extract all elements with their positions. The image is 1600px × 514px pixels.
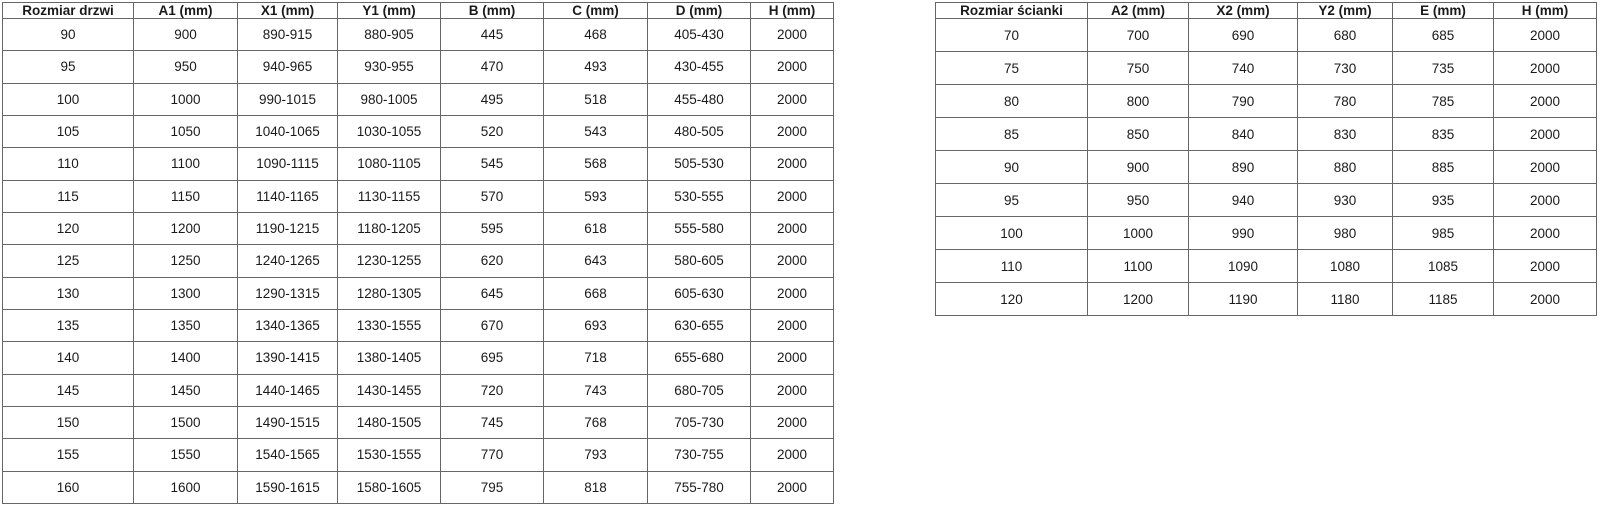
table-cell: 730	[1298, 52, 1393, 85]
table-cell: 2000	[751, 406, 834, 438]
header-row	[3, 3, 834, 19]
table-cell: 1430-1455	[338, 374, 441, 406]
table-cell: 693	[544, 309, 648, 341]
table-cell: 1090-1115	[238, 148, 338, 180]
table-cell: 840	[1189, 118, 1298, 151]
table-cell: 1030-1055	[338, 115, 441, 147]
table-cell: 468	[544, 19, 648, 51]
column-header: Rozmiar ścianki	[936, 3, 1088, 19]
table-cell: 645	[441, 277, 544, 309]
table-cell: 1085	[1393, 250, 1494, 283]
table-cell: 155	[3, 439, 134, 471]
table-cell: 1200	[134, 212, 238, 244]
table-row	[3, 406, 834, 438]
table-cell: 520	[441, 115, 544, 147]
table-cell: 2000	[751, 439, 834, 471]
table-cell: 720	[441, 374, 544, 406]
table-cell: 1590-1615	[238, 471, 338, 503]
table-cell: 1150	[134, 180, 238, 212]
table-cell: 1440-1465	[238, 374, 338, 406]
table-row	[3, 439, 834, 471]
table-cell: 880-905	[338, 19, 441, 51]
table-cell: 470	[441, 51, 544, 83]
table-cell: 1000	[1088, 217, 1189, 250]
table-cell: 1080-1105	[338, 148, 441, 180]
table-cell: 1300	[134, 277, 238, 309]
table-row	[936, 151, 1597, 184]
table-cell: 793	[544, 439, 648, 471]
table-cell: 445	[441, 19, 544, 51]
table-row	[936, 184, 1597, 217]
table-cell: 150	[3, 406, 134, 438]
table-cell: 455-480	[648, 83, 751, 115]
column-header: X2 (mm)	[1189, 3, 1298, 19]
table-cell: 735	[1393, 52, 1494, 85]
table-cell: 690	[1189, 19, 1298, 52]
table-cell: 75	[936, 52, 1088, 85]
table-cell: 1580-1605	[338, 471, 441, 503]
table-cell: 890-915	[238, 19, 338, 51]
table-cell: 595	[441, 212, 544, 244]
table-cell: 95	[3, 51, 134, 83]
table-cell: 750	[1088, 52, 1189, 85]
table-cell: 1080	[1298, 250, 1393, 283]
table-cell: 1100	[1088, 250, 1189, 283]
table-cell: 2000	[751, 374, 834, 406]
table-cell: 2000	[1494, 52, 1597, 85]
table-cell: 680	[1298, 19, 1393, 52]
table-cell: 1190	[1189, 283, 1298, 316]
table-cell: 1280-1305	[338, 277, 441, 309]
table-cell: 2000	[1494, 217, 1597, 250]
table-cell: 730-755	[648, 439, 751, 471]
column-header: A2 (mm)	[1088, 3, 1189, 19]
table-cell: 1530-1555	[338, 439, 441, 471]
table-cell: 1600	[134, 471, 238, 503]
table-row	[3, 471, 834, 503]
table-cell: 2000	[751, 277, 834, 309]
table-cell: 1090	[1189, 250, 1298, 283]
table-cell: 980-1005	[338, 83, 441, 115]
table-cell: 930-955	[338, 51, 441, 83]
table-cell: 405-430	[648, 19, 751, 51]
column-header: H (mm)	[751, 3, 834, 19]
table-cell: 770	[441, 439, 544, 471]
table-row	[936, 118, 1597, 151]
table-cell: 1550	[134, 439, 238, 471]
table-cell: 80	[936, 85, 1088, 118]
table-cell: 570	[441, 180, 544, 212]
table-cell: 2000	[751, 309, 834, 341]
table-cell: 1500	[134, 406, 238, 438]
table-cell: 950	[134, 51, 238, 83]
table-cell: 685	[1393, 19, 1494, 52]
table-cell: 670	[441, 309, 544, 341]
column-header: X1 (mm)	[238, 3, 338, 19]
table-cell: 980	[1298, 217, 1393, 250]
table-cell: 430-455	[648, 51, 751, 83]
table-cell: 100	[936, 217, 1088, 250]
table-cell: 545	[441, 148, 544, 180]
table-cell: 2000	[1494, 184, 1597, 217]
table-cell: 1380-1405	[338, 342, 441, 374]
table-cell: 1290-1315	[238, 277, 338, 309]
table-cell: 2000	[751, 115, 834, 147]
table-cell: 90	[936, 151, 1088, 184]
table-cell: 990	[1189, 217, 1298, 250]
door-size-table	[2, 2, 834, 504]
table-cell: 2000	[1494, 151, 1597, 184]
table-cell: 620	[441, 245, 544, 277]
table-cell: 130	[3, 277, 134, 309]
table-cell: 2000	[751, 19, 834, 51]
table-cell: 940-965	[238, 51, 338, 83]
table-cell: 2000	[751, 471, 834, 503]
table-cell: 1130-1155	[338, 180, 441, 212]
column-header: Rozmiar drzwi	[3, 3, 134, 19]
table-cell: 2000	[751, 212, 834, 244]
table-row	[936, 52, 1597, 85]
table-cell: 2000	[751, 342, 834, 374]
table-cell: 668	[544, 277, 648, 309]
table-cell: 518	[544, 83, 648, 115]
table-row	[3, 245, 834, 277]
table-cell: 890	[1189, 151, 1298, 184]
table-cell: 1050	[134, 115, 238, 147]
column-header: E (mm)	[1393, 3, 1494, 19]
table-cell: 743	[544, 374, 648, 406]
table-cell: 135	[3, 309, 134, 341]
table-row	[936, 217, 1597, 250]
table-cell: 850	[1088, 118, 1189, 151]
table-row	[3, 309, 834, 341]
table-cell: 643	[544, 245, 648, 277]
table-cell: 105	[3, 115, 134, 147]
table-cell: 145	[3, 374, 134, 406]
table-cell: 800	[1088, 85, 1189, 118]
table-cell: 480-505	[648, 115, 751, 147]
table-cell: 740	[1189, 52, 1298, 85]
column-header: B (mm)	[441, 3, 544, 19]
table-cell: 2000	[751, 148, 834, 180]
table-cell: 493	[544, 51, 648, 83]
table-cell: 1390-1415	[238, 342, 338, 374]
table-cell: 1400	[134, 342, 238, 374]
table-cell: 1540-1565	[238, 439, 338, 471]
table-cell: 680-705	[648, 374, 751, 406]
table-cell: 780	[1298, 85, 1393, 118]
table-cell: 1250	[134, 245, 238, 277]
table-row	[3, 51, 834, 83]
table-cell: 985	[1393, 217, 1494, 250]
table-cell: 2000	[751, 245, 834, 277]
table-cell: 85	[936, 118, 1088, 151]
table-cell: 818	[544, 471, 648, 503]
table-cell: 70	[936, 19, 1088, 52]
table-cell: 115	[3, 180, 134, 212]
table-row	[3, 277, 834, 309]
table-cell: 2000	[1494, 283, 1597, 316]
table-cell: 120	[3, 212, 134, 244]
table-cell: 543	[544, 115, 648, 147]
column-header: D (mm)	[648, 3, 751, 19]
table-cell: 120	[936, 283, 1088, 316]
table-cell: 830	[1298, 118, 1393, 151]
table-cell: 1480-1505	[338, 406, 441, 438]
table-row	[936, 19, 1597, 52]
table-cell: 125	[3, 245, 134, 277]
table-cell: 705-730	[648, 406, 751, 438]
table-cell: 110	[936, 250, 1088, 283]
table-cell: 935	[1393, 184, 1494, 217]
table-row	[936, 85, 1597, 118]
table-cell: 700	[1088, 19, 1189, 52]
table-cell: 1490-1515	[238, 406, 338, 438]
column-header: H (mm)	[1494, 3, 1597, 19]
table-cell: 880	[1298, 151, 1393, 184]
table-cell: 90	[3, 19, 134, 51]
table-cell: 505-530	[648, 148, 751, 180]
table-cell: 2000	[1494, 250, 1597, 283]
table-cell: 1240-1265	[238, 245, 338, 277]
table-cell: 580-605	[648, 245, 751, 277]
table-cell: 790	[1189, 85, 1298, 118]
column-header: A1 (mm)	[134, 3, 238, 19]
table-cell: 1450	[134, 374, 238, 406]
table-cell: 530-555	[648, 180, 751, 212]
table-cell: 885	[1393, 151, 1494, 184]
table-cell: 785	[1393, 85, 1494, 118]
table-cell: 1200	[1088, 283, 1189, 316]
table-cell: 2000	[1494, 19, 1597, 52]
table-cell: 1000	[134, 83, 238, 115]
table-row	[3, 19, 834, 51]
table-cell: 768	[544, 406, 648, 438]
table-cell: 1180	[1298, 283, 1393, 316]
table-cell: 930	[1298, 184, 1393, 217]
table-row	[3, 148, 834, 180]
table-row	[3, 342, 834, 374]
table-row	[3, 83, 834, 115]
table-cell: 940	[1189, 184, 1298, 217]
table-cell: 835	[1393, 118, 1494, 151]
table-cell: 2000	[1494, 85, 1597, 118]
column-header: Y1 (mm)	[338, 3, 441, 19]
table-cell: 1180-1205	[338, 212, 441, 244]
table-cell: 900	[134, 19, 238, 51]
table-cell: 593	[544, 180, 648, 212]
table-row	[3, 212, 834, 244]
table-row	[936, 250, 1597, 283]
table-cell: 555-580	[648, 212, 751, 244]
column-header: C (mm)	[544, 3, 648, 19]
table-row	[3, 374, 834, 406]
column-header: Y2 (mm)	[1298, 3, 1393, 19]
table-cell: 618	[544, 212, 648, 244]
table-cell: 140	[3, 342, 134, 374]
table-cell: 1040-1065	[238, 115, 338, 147]
table-cell: 718	[544, 342, 648, 374]
table-cell: 568	[544, 148, 648, 180]
table-cell: 95	[936, 184, 1088, 217]
table-cell: 900	[1088, 151, 1189, 184]
table-cell: 950	[1088, 184, 1189, 217]
table-row	[3, 180, 834, 212]
table-cell: 745	[441, 406, 544, 438]
table-row	[3, 115, 834, 147]
table-cell: 1350	[134, 309, 238, 341]
table-cell: 1140-1165	[238, 180, 338, 212]
table-cell: 2000	[751, 83, 834, 115]
table-cell: 1100	[134, 148, 238, 180]
table-cell: 110	[3, 148, 134, 180]
table-cell: 755-780	[648, 471, 751, 503]
table-cell: 100	[3, 83, 134, 115]
table-cell: 605-630	[648, 277, 751, 309]
table-cell: 630-655	[648, 309, 751, 341]
table-cell: 2000	[751, 180, 834, 212]
wall-size-table	[935, 2, 1597, 316]
table-cell: 495	[441, 83, 544, 115]
table-cell: 160	[3, 471, 134, 503]
header-row	[936, 3, 1597, 19]
table-cell: 1230-1255	[338, 245, 441, 277]
table-cell: 990-1015	[238, 83, 338, 115]
table-cell: 655-680	[648, 342, 751, 374]
table-cell: 1185	[1393, 283, 1494, 316]
table-cell: 695	[441, 342, 544, 374]
table-cell: 1340-1365	[238, 309, 338, 341]
table-cell: 795	[441, 471, 544, 503]
table-row	[936, 283, 1597, 316]
table-cell: 1330-1555	[338, 309, 441, 341]
table-cell: 2000	[751, 51, 834, 83]
table-cell: 1190-1215	[238, 212, 338, 244]
table-cell: 2000	[1494, 118, 1597, 151]
